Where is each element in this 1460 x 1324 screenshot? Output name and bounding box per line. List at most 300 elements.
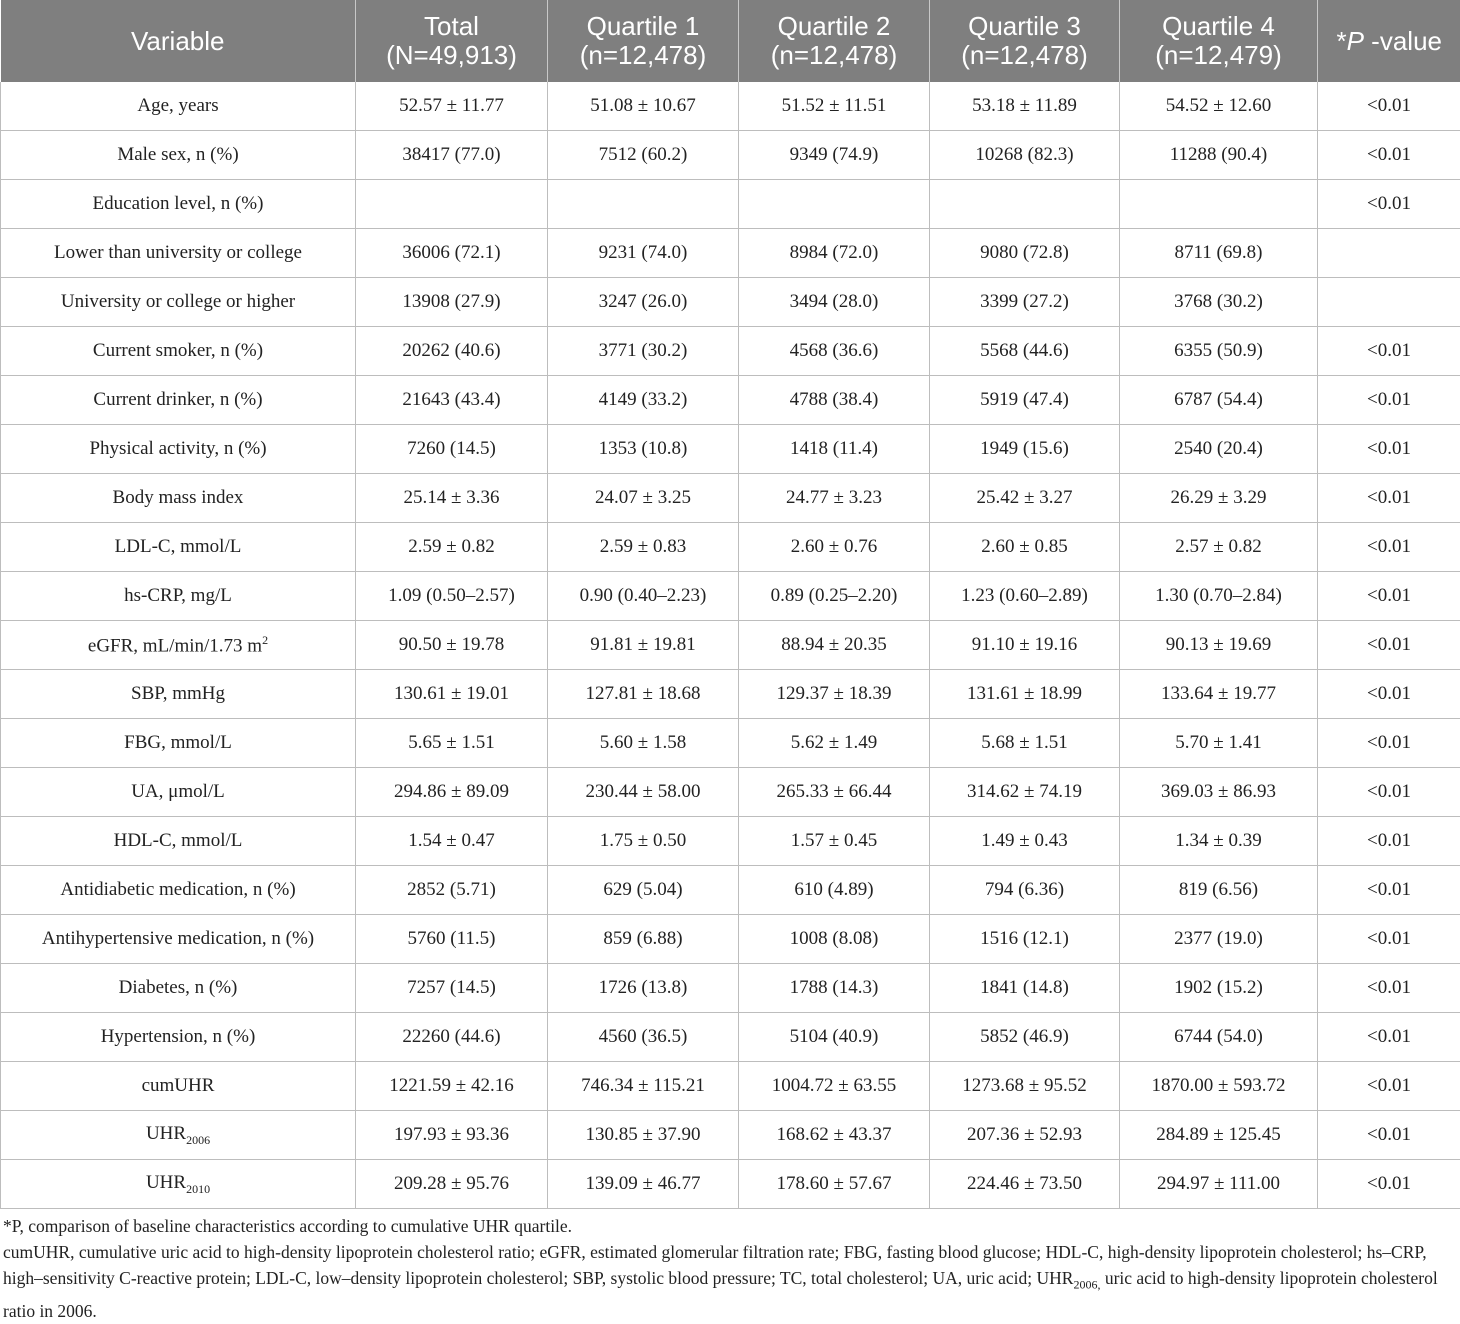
cell-variable xyxy=(1,621,356,670)
p-value: <0.01 xyxy=(1367,585,1411,606)
cell-q4 xyxy=(1120,621,1318,670)
cell-p xyxy=(1318,425,1460,474)
q4-value: 133.64 ± 19.77 xyxy=(1161,683,1276,704)
q1-value: 2.59 ± 0.83 xyxy=(600,536,686,557)
cell-p xyxy=(1318,719,1460,768)
q3-value: 1.23 (0.60–2.89) xyxy=(961,585,1088,606)
header-total xyxy=(356,0,548,82)
header-p-value xyxy=(1318,0,1460,82)
p-value: <0.01 xyxy=(1367,928,1411,949)
total-value: 2.59 ± 0.82 xyxy=(408,536,494,557)
q3-value: 5568 (44.6) xyxy=(980,340,1069,361)
q4-value: 294.97 ± 111.00 xyxy=(1157,1173,1280,1194)
cell-total xyxy=(356,866,548,915)
cell-p xyxy=(1318,1062,1460,1111)
cell-variable xyxy=(1,474,356,523)
table-row xyxy=(1,474,1460,523)
cell-p xyxy=(1318,1160,1460,1209)
q3-value: 207.36 ± 52.93 xyxy=(967,1124,1082,1145)
cell-variable xyxy=(1,180,356,229)
header-q2-title: Quartile 2 xyxy=(778,11,891,41)
cell-q3 xyxy=(930,180,1120,229)
q3-value: 25.42 ± 3.27 xyxy=(977,487,1073,508)
cell-variable xyxy=(1,278,356,327)
cell-q4 xyxy=(1120,180,1318,229)
cell-p xyxy=(1318,964,1460,1013)
q3-value: 1273.68 ± 95.52 xyxy=(962,1075,1086,1096)
variable-value: FBG, mmol/L xyxy=(124,732,232,753)
q2-value: 1.57 ± 0.45 xyxy=(791,830,877,851)
cell-q1 xyxy=(548,915,739,964)
q4-value: 1870.00 ± 593.72 xyxy=(1152,1075,1286,1096)
cell-q4 xyxy=(1120,425,1318,474)
q2-value: 1008 (8.08) xyxy=(790,928,879,949)
header-q4-n: (n=12,479) xyxy=(1155,40,1281,70)
cell-q2 xyxy=(739,1111,930,1160)
p-value: <0.01 xyxy=(1367,1026,1411,1047)
p-value: <0.01 xyxy=(1367,389,1411,410)
q2-value: 1004.72 ± 63.55 xyxy=(772,1075,896,1096)
cell-total xyxy=(356,915,548,964)
cell-p xyxy=(1318,131,1460,180)
table-row xyxy=(1,1160,1460,1209)
p-value: <0.01 xyxy=(1367,732,1411,753)
q1-value: 5.60 ± 1.58 xyxy=(600,732,686,753)
variable-value: Age, years xyxy=(137,95,218,116)
q2-value: 0.89 (0.25–2.20) xyxy=(771,585,898,606)
cell-q1 xyxy=(548,474,739,523)
q4-value: 2540 (20.4) xyxy=(1174,438,1263,459)
q3-value: 53.18 ± 11.89 xyxy=(972,95,1077,116)
cell-q4 xyxy=(1120,670,1318,719)
p-value: <0.01 xyxy=(1367,193,1411,214)
q3-value: 9080 (72.8) xyxy=(980,242,1069,263)
q3-value: 1.49 ± 0.43 xyxy=(981,830,1067,851)
q2-value: 24.77 ± 3.23 xyxy=(786,487,882,508)
variable-value: Hypertension, n (%) xyxy=(101,1026,256,1047)
cell-q3 xyxy=(930,131,1120,180)
header-row xyxy=(1,0,1460,82)
cell-q3 xyxy=(930,425,1120,474)
p-value: <0.01 xyxy=(1367,1173,1411,1194)
cell-q1 xyxy=(548,866,739,915)
cell-q3 xyxy=(930,572,1120,621)
cell-q1 xyxy=(548,327,739,376)
cell-q2 xyxy=(739,1062,930,1111)
q1-value: 746.34 ± 115.21 xyxy=(581,1075,705,1096)
q4-value: 819 (6.56) xyxy=(1179,879,1258,900)
cell-q1 xyxy=(548,523,739,572)
table-row xyxy=(1,670,1460,719)
cell-p xyxy=(1318,572,1460,621)
cell-variable xyxy=(1,964,356,1013)
footnote-abbreviations-tail: uric acid to high-density lipoprotein cholesterol ratio in 2006. xyxy=(3,1268,1438,1321)
cell-q2 xyxy=(739,964,930,1013)
cell-total xyxy=(356,1111,548,1160)
table-row xyxy=(1,82,1460,131)
cell-q4 xyxy=(1120,866,1318,915)
header-q3-n: (n=12,478) xyxy=(961,40,1087,70)
cell-q3 xyxy=(930,278,1120,327)
header-q1 xyxy=(548,0,739,82)
cell-variable xyxy=(1,82,356,131)
cell-q3 xyxy=(930,964,1120,1013)
total-value: 209.28 ± 95.76 xyxy=(394,1173,509,1194)
variable-value: UHR xyxy=(146,1123,186,1144)
header-variable xyxy=(1,0,356,82)
table-body xyxy=(1,82,1460,1209)
q2-value: 4568 (36.6) xyxy=(790,340,879,361)
header-q4-title: Quartile 4 xyxy=(1162,11,1275,41)
q4-value: 3768 (30.2) xyxy=(1174,291,1263,312)
variable-value: Lower than university or college xyxy=(54,242,302,263)
q1-value: 1726 (13.8) xyxy=(599,977,688,998)
cell-variable xyxy=(1,915,356,964)
table-row xyxy=(1,229,1460,278)
q4-value: 11288 (90.4) xyxy=(1170,144,1267,165)
q2-value: 265.33 ± 66.44 xyxy=(777,781,892,802)
total-value: 1.09 (0.50–2.57) xyxy=(388,585,515,606)
cell-q1 xyxy=(548,278,739,327)
cell-q3 xyxy=(930,621,1120,670)
table-row xyxy=(1,425,1460,474)
q1-value: 4149 (33.2) xyxy=(599,389,688,410)
q2-value: 8984 (72.0) xyxy=(790,242,879,263)
cell-q4 xyxy=(1120,82,1318,131)
q3-value: 2.60 ± 0.85 xyxy=(981,536,1067,557)
cell-q4 xyxy=(1120,131,1318,180)
cell-q2 xyxy=(739,915,930,964)
cell-total xyxy=(356,180,548,229)
q2-value: 51.52 ± 11.51 xyxy=(782,95,887,116)
cell-q1 xyxy=(548,1111,739,1160)
cell-total xyxy=(356,719,548,768)
cell-total xyxy=(356,964,548,1013)
cell-q1 xyxy=(548,425,739,474)
cell-q2 xyxy=(739,327,930,376)
cell-total xyxy=(356,621,548,670)
cell-q1 xyxy=(548,131,739,180)
cell-p xyxy=(1318,915,1460,964)
q2-value: 88.94 ± 20.35 xyxy=(781,634,886,655)
table-row xyxy=(1,180,1460,229)
footnote-subscript: 2006, xyxy=(1073,1278,1100,1292)
cell-q3 xyxy=(930,768,1120,817)
q4-value: 6787 (54.4) xyxy=(1174,389,1263,410)
cell-total xyxy=(356,376,548,425)
p-value: <0.01 xyxy=(1367,830,1411,851)
q3-value: 1841 (14.8) xyxy=(980,977,1069,998)
header-total-n: (N=49,913) xyxy=(386,40,517,70)
q2-value: 5.62 ± 1.49 xyxy=(791,732,877,753)
cell-p xyxy=(1318,768,1460,817)
variable-value: HDL-C, mmol/L xyxy=(114,830,243,851)
cell-q3 xyxy=(930,229,1120,278)
q2-value: 1788 (14.3) xyxy=(790,977,879,998)
cell-q1 xyxy=(548,817,739,866)
q1-value: 629 (5.04) xyxy=(603,879,682,900)
q4-value: 1902 (15.2) xyxy=(1174,977,1263,998)
cell-q2 xyxy=(739,425,930,474)
cell-variable xyxy=(1,1013,356,1062)
header-q1-n: (n=12,478) xyxy=(580,40,706,70)
cell-variable xyxy=(1,425,356,474)
q4-value: 8711 (69.8) xyxy=(1175,242,1263,263)
cell-q2 xyxy=(739,1160,930,1209)
cell-variable xyxy=(1,866,356,915)
q1-value: 9231 (74.0) xyxy=(599,242,688,263)
variable-subscript: 2006 xyxy=(186,1132,210,1146)
total-value: 21643 (43.4) xyxy=(402,389,500,410)
table-row xyxy=(1,1062,1460,1111)
q3-value: 224.46 ± 73.50 xyxy=(967,1173,1082,1194)
p-value: <0.01 xyxy=(1367,634,1411,655)
q3-value: 91.10 ± 19.16 xyxy=(972,634,1077,655)
cell-p xyxy=(1318,376,1460,425)
q1-value: 1.75 ± 0.50 xyxy=(600,830,686,851)
q2-value: 168.62 ± 43.37 xyxy=(777,1124,892,1145)
q4-value: 1.34 ± 0.39 xyxy=(1175,830,1261,851)
q3-value: 5.68 ± 1.51 xyxy=(981,732,1067,753)
q1-value: 4560 (36.5) xyxy=(599,1026,688,1047)
q1-value: 91.81 ± 19.81 xyxy=(590,634,695,655)
cell-variable xyxy=(1,719,356,768)
cell-q4 xyxy=(1120,523,1318,572)
q1-value: 130.85 ± 37.90 xyxy=(586,1124,701,1145)
cell-q2 xyxy=(739,719,930,768)
p-value: <0.01 xyxy=(1367,1124,1411,1145)
total-value: 20262 (40.6) xyxy=(402,340,500,361)
total-value: 5760 (11.5) xyxy=(408,928,496,949)
cell-total xyxy=(356,327,548,376)
q3-value: 1949 (15.6) xyxy=(980,438,1069,459)
cell-q1 xyxy=(548,1062,739,1111)
cell-total xyxy=(356,131,548,180)
cell-total xyxy=(356,1013,548,1062)
header-q3-title: Quartile 3 xyxy=(968,11,1081,41)
total-value: 13908 (27.9) xyxy=(402,291,500,312)
footnote-p-value: *P, comparison of baseline characteristics according to cumulative UHR quartile. xyxy=(3,1213,1456,1239)
header-q1-title: Quartile 1 xyxy=(587,11,700,41)
cell-q3 xyxy=(930,376,1120,425)
q4-value: 6744 (54.0) xyxy=(1174,1026,1263,1047)
header-q4 xyxy=(1120,0,1318,82)
q3-value: 5919 (47.4) xyxy=(980,389,1069,410)
variable-value: Diabetes, n (%) xyxy=(119,977,238,998)
p-value: <0.01 xyxy=(1367,95,1411,116)
table-row xyxy=(1,621,1460,670)
q3-value: 1516 (12.1) xyxy=(980,928,1069,949)
variable-value: eGFR, mL/min/1.73 m xyxy=(88,635,262,656)
cell-variable xyxy=(1,523,356,572)
table-row xyxy=(1,572,1460,621)
total-value: 5.65 ± 1.51 xyxy=(408,732,494,753)
cell-p xyxy=(1318,278,1460,327)
cell-p xyxy=(1318,817,1460,866)
cell-total xyxy=(356,1062,548,1111)
cell-variable xyxy=(1,1160,356,1209)
variable-value: Antihypertensive medication, n (%) xyxy=(42,928,314,949)
variable-value: SBP, mmHg xyxy=(131,683,225,704)
cell-q2 xyxy=(739,768,930,817)
q4-value: 1.30 (0.70–2.84) xyxy=(1155,585,1282,606)
total-value: 25.14 ± 3.36 xyxy=(404,487,500,508)
cell-variable xyxy=(1,768,356,817)
table-footnotes xyxy=(0,1209,1460,1324)
cell-q2 xyxy=(739,621,930,670)
cell-q1 xyxy=(548,180,739,229)
cell-q3 xyxy=(930,1160,1120,1209)
header-p-letter: P xyxy=(1347,26,1364,56)
q2-value: 2.60 ± 0.76 xyxy=(791,536,877,557)
cell-p xyxy=(1318,82,1460,131)
cell-q1 xyxy=(548,719,739,768)
cell-p xyxy=(1318,474,1460,523)
cell-total xyxy=(356,670,548,719)
cell-q4 xyxy=(1120,229,1318,278)
header-p-rest: -value xyxy=(1364,26,1442,56)
cell-q3 xyxy=(930,719,1120,768)
table-row xyxy=(1,1013,1460,1062)
p-value: <0.01 xyxy=(1367,879,1411,900)
cell-q2 xyxy=(739,376,930,425)
q2-value: 610 (4.89) xyxy=(794,879,873,900)
cell-q2 xyxy=(739,670,930,719)
q1-value: 24.07 ± 3.25 xyxy=(595,487,691,508)
cell-q1 xyxy=(548,621,739,670)
cell-q2 xyxy=(739,1013,930,1062)
table-row xyxy=(1,523,1460,572)
q3-value: 131.61 ± 18.99 xyxy=(967,683,1082,704)
cell-q1 xyxy=(548,82,739,131)
total-value: 130.61 ± 19.01 xyxy=(394,683,509,704)
cell-p xyxy=(1318,1111,1460,1160)
q2-value: 9349 (74.9) xyxy=(790,144,879,165)
header-variable-label: Variable xyxy=(131,26,224,56)
cell-variable xyxy=(1,1062,356,1111)
header-q2 xyxy=(739,0,930,82)
q4-value: 90.13 ± 19.69 xyxy=(1166,634,1271,655)
p-value: <0.01 xyxy=(1367,340,1411,361)
cell-q4 xyxy=(1120,768,1318,817)
table-header xyxy=(1,0,1460,82)
p-value: <0.01 xyxy=(1367,977,1411,998)
total-value: 36006 (72.1) xyxy=(402,242,500,263)
header-p-star: * xyxy=(1336,26,1346,56)
variable-value: Physical activity, n (%) xyxy=(89,438,266,459)
variable-value: cumUHR xyxy=(142,1075,215,1096)
cell-variable xyxy=(1,327,356,376)
q4-value: 284.89 ± 125.45 xyxy=(1156,1124,1280,1145)
q2-value: 3494 (28.0) xyxy=(790,291,879,312)
header-total-title: Total xyxy=(424,11,479,41)
p-value: <0.01 xyxy=(1367,1075,1411,1096)
table-row xyxy=(1,327,1460,376)
cell-q2 xyxy=(739,866,930,915)
table-row xyxy=(1,866,1460,915)
q1-value: 0.90 (0.40–2.23) xyxy=(580,585,707,606)
cell-q2 xyxy=(739,523,930,572)
q1-value: 139.09 ± 46.77 xyxy=(586,1173,701,1194)
cell-p xyxy=(1318,180,1460,229)
total-value: 22260 (44.6) xyxy=(402,1026,500,1047)
cell-q4 xyxy=(1120,1062,1318,1111)
cell-p xyxy=(1318,670,1460,719)
cell-q4 xyxy=(1120,817,1318,866)
cell-q4 xyxy=(1120,327,1318,376)
cell-q4 xyxy=(1120,376,1318,425)
cell-q1 xyxy=(548,229,739,278)
cell-total xyxy=(356,572,548,621)
cell-q1 xyxy=(548,1013,739,1062)
q3-value: 794 (6.36) xyxy=(985,879,1064,900)
cell-q3 xyxy=(930,866,1120,915)
q1-value: 3247 (26.0) xyxy=(599,291,688,312)
variable-value: Body mass index xyxy=(113,487,244,508)
q1-value: 1353 (10.8) xyxy=(599,438,688,459)
total-value: 197.93 ± 93.36 xyxy=(394,1124,509,1145)
variable-value: Education level, n (%) xyxy=(93,193,264,214)
total-value: 52.57 ± 11.77 xyxy=(399,95,504,116)
cell-q2 xyxy=(739,180,930,229)
cell-total xyxy=(356,768,548,817)
table-row xyxy=(1,719,1460,768)
cell-p xyxy=(1318,621,1460,670)
cell-q1 xyxy=(548,768,739,817)
cell-p xyxy=(1318,229,1460,278)
cell-q2 xyxy=(739,82,930,131)
cell-total xyxy=(356,278,548,327)
total-value: 294.86 ± 89.09 xyxy=(394,781,509,802)
p-value: <0.01 xyxy=(1367,536,1411,557)
cell-q4 xyxy=(1120,1013,1318,1062)
variable-value: hs-CRP, mg/L xyxy=(124,585,232,606)
q1-value: 51.08 ± 10.67 xyxy=(590,95,695,116)
q2-value: 1418 (11.4) xyxy=(790,438,878,459)
cell-q3 xyxy=(930,327,1120,376)
cell-total xyxy=(356,474,548,523)
cell-q4 xyxy=(1120,572,1318,621)
cell-q4 xyxy=(1120,719,1318,768)
table-row xyxy=(1,131,1460,180)
header-q3 xyxy=(930,0,1120,82)
cell-q2 xyxy=(739,572,930,621)
cell-q2 xyxy=(739,474,930,523)
total-value: 7260 (14.5) xyxy=(407,438,496,459)
cell-variable xyxy=(1,817,356,866)
cell-q1 xyxy=(548,572,739,621)
cell-total xyxy=(356,1160,548,1209)
cell-q1 xyxy=(548,964,739,1013)
cell-p xyxy=(1318,866,1460,915)
total-value: 38417 (77.0) xyxy=(402,144,500,165)
cell-q3 xyxy=(930,915,1120,964)
total-value: 1221.59 ± 42.16 xyxy=(389,1075,513,1096)
cell-variable xyxy=(1,670,356,719)
cell-q4 xyxy=(1120,964,1318,1013)
table-row xyxy=(1,768,1460,817)
variable-value: UHR xyxy=(146,1172,186,1193)
q4-value: 2.57 ± 0.82 xyxy=(1175,536,1261,557)
footnote-abbreviations xyxy=(3,1239,1456,1324)
q4-value: 26.29 ± 3.29 xyxy=(1171,487,1267,508)
cell-q2 xyxy=(739,131,930,180)
cell-q2 xyxy=(739,278,930,327)
cell-p xyxy=(1318,1013,1460,1062)
p-value: <0.01 xyxy=(1367,438,1411,459)
q4-value: 369.03 ± 86.93 xyxy=(1161,781,1276,802)
cell-total xyxy=(356,82,548,131)
